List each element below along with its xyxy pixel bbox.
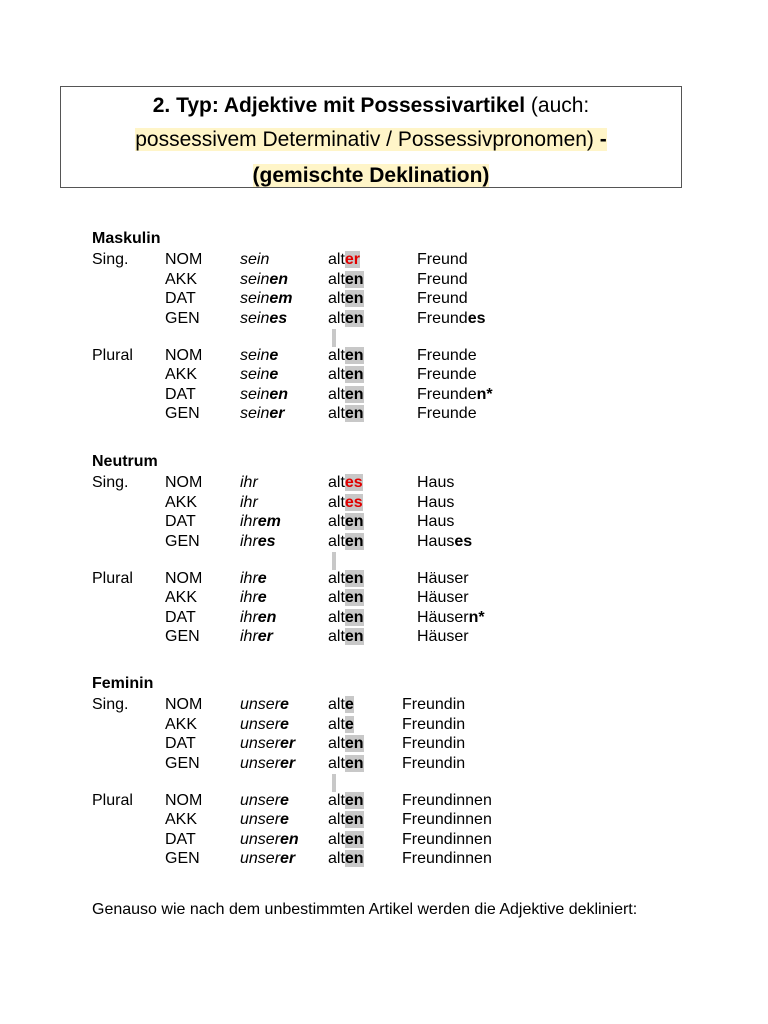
article-cell bbox=[240, 289, 292, 309]
noun-cell bbox=[417, 346, 477, 366]
article-cell bbox=[240, 493, 258, 513]
table-row bbox=[0, 754, 768, 774]
adjective-ending: e bbox=[344, 696, 354, 713]
noun-cell bbox=[417, 493, 454, 513]
article-ending: er bbox=[269, 405, 285, 423]
adjective-ending: e bbox=[344, 715, 354, 733]
noun-ending: es bbox=[467, 309, 486, 327]
noun-stem: Freundin bbox=[402, 715, 466, 733]
article-ending: er bbox=[280, 850, 296, 868]
noun-cell bbox=[417, 569, 469, 589]
case-label: NOM bbox=[165, 569, 203, 587]
title-declension-type: (gemischte Deklination) bbox=[252, 164, 490, 187]
noun-cell bbox=[417, 309, 486, 329]
case-label: GEN bbox=[165, 754, 200, 772]
case-label: AKK bbox=[165, 715, 198, 733]
article-stem: unser bbox=[240, 715, 281, 733]
adjective-ending: es bbox=[344, 493, 363, 511]
adjective-cell bbox=[328, 404, 364, 424]
table-row bbox=[0, 512, 768, 532]
table-row bbox=[0, 365, 768, 385]
article-ending: em bbox=[269, 290, 293, 308]
noun-cell bbox=[417, 627, 469, 647]
footer-note: Genauso wie nach dem unbestimmten Artikel werden die Adjektive dekliniert: bbox=[92, 901, 638, 918]
title-box bbox=[60, 86, 682, 188]
noun-cell bbox=[417, 250, 468, 270]
adjective-ending: en bbox=[344, 309, 364, 327]
noun-stem: Freundinnen bbox=[402, 791, 492, 809]
article-cell bbox=[240, 627, 273, 647]
adjective-cell bbox=[328, 346, 364, 366]
adjective-stem: alt bbox=[328, 791, 345, 809]
section-heading: Maskulin bbox=[92, 230, 161, 247]
article-stem: ihr bbox=[240, 474, 258, 491]
noun-stem: Freundinnen bbox=[402, 850, 492, 868]
adjective-stem: alt bbox=[328, 811, 345, 829]
adjective-cell bbox=[328, 715, 354, 735]
title-dash: - bbox=[593, 128, 607, 151]
adjective-stem: alt bbox=[328, 830, 345, 848]
article-cell bbox=[240, 754, 295, 774]
noun-cell bbox=[417, 365, 477, 385]
article-cell bbox=[240, 532, 276, 552]
adjective-cell bbox=[328, 810, 364, 830]
noun-stem: Haus bbox=[417, 532, 455, 550]
article-stem: sein bbox=[240, 385, 270, 403]
article-stem: sein bbox=[240, 366, 270, 384]
article-stem: sein bbox=[240, 346, 270, 364]
title-line-2 bbox=[61, 127, 681, 153]
noun-stem: Freundinnen bbox=[402, 830, 492, 848]
adjective-cell bbox=[328, 289, 364, 309]
adjective-cell bbox=[328, 532, 364, 552]
noun-stem: Freunde bbox=[417, 405, 477, 423]
title-rest: (auch: bbox=[525, 94, 590, 117]
article-stem: sein bbox=[240, 405, 270, 423]
noun-stem: Häuser bbox=[417, 608, 469, 626]
adjective-cell bbox=[328, 627, 364, 647]
table-row bbox=[0, 289, 768, 309]
adjective-ending: en bbox=[344, 589, 364, 607]
number-label: Sing. bbox=[92, 474, 129, 491]
case-label: DAT bbox=[165, 830, 196, 848]
noun-stem: Freunde bbox=[417, 385, 477, 403]
article-cell bbox=[240, 270, 288, 290]
adjective-ending: en bbox=[344, 290, 364, 308]
adjective-ending: es bbox=[344, 474, 363, 491]
adjective-ending: en bbox=[344, 346, 364, 364]
article-ending: e bbox=[280, 715, 289, 733]
title-line-3 bbox=[61, 163, 681, 189]
table-row bbox=[0, 734, 768, 754]
noun-stem: Freundin bbox=[402, 754, 466, 772]
case-label: DAT bbox=[165, 385, 196, 403]
adjective-stem: alt bbox=[328, 493, 345, 511]
case-label: DAT bbox=[165, 608, 196, 626]
noun-stem: Freundinnen bbox=[402, 811, 492, 829]
adjective-cell bbox=[328, 569, 364, 589]
case-label: AKK bbox=[165, 366, 198, 384]
article-ending: en bbox=[269, 385, 289, 403]
table-row bbox=[0, 627, 768, 647]
noun-cell bbox=[417, 588, 469, 608]
noun-ending: n* bbox=[468, 608, 485, 626]
table-row bbox=[0, 569, 768, 589]
adjective-stem: alt bbox=[328, 589, 345, 607]
adjective-cell bbox=[328, 473, 363, 493]
table-row bbox=[0, 830, 768, 850]
case-label: GEN bbox=[165, 309, 200, 327]
article-cell bbox=[240, 512, 281, 532]
title-subtitle: possessivem Determinativ / Possessivpronomen) bbox=[135, 128, 594, 151]
article-ending: e bbox=[280, 791, 289, 809]
adjective-stem: alt bbox=[328, 696, 345, 713]
article-cell bbox=[240, 608, 276, 628]
table-row bbox=[0, 270, 768, 290]
case-label: DAT bbox=[165, 735, 196, 753]
number-label: Sing. bbox=[92, 696, 129, 713]
table-row bbox=[0, 849, 768, 869]
adjective-stem: alt bbox=[328, 715, 345, 733]
noun-stem: Freunde bbox=[417, 366, 477, 384]
adjective-stem: alt bbox=[328, 346, 345, 364]
noun-stem: Haus bbox=[417, 474, 455, 491]
noun-cell bbox=[417, 404, 477, 424]
article-cell bbox=[240, 734, 295, 754]
noun-cell bbox=[417, 289, 468, 309]
article-stem: unser bbox=[240, 735, 281, 753]
adjective-ending: en bbox=[344, 366, 364, 384]
case-label: GEN bbox=[165, 532, 200, 550]
article-stem: ihr bbox=[240, 608, 258, 626]
article-cell bbox=[240, 695, 289, 715]
table-row bbox=[0, 309, 768, 329]
article-stem: unser bbox=[240, 696, 281, 713]
article-ending: en bbox=[280, 830, 299, 848]
adjective-cell bbox=[328, 791, 364, 811]
adjective-stem: alt bbox=[328, 850, 345, 868]
noun-stem: Haus bbox=[417, 493, 455, 511]
article-cell bbox=[240, 473, 258, 493]
number-label: Sing. bbox=[92, 251, 129, 268]
article-ending: en bbox=[269, 270, 289, 288]
article-cell bbox=[240, 385, 288, 405]
case-label: GEN bbox=[165, 850, 200, 868]
adjective-ending: er bbox=[344, 251, 361, 268]
article-stem: unser bbox=[240, 830, 281, 848]
adjective-cell bbox=[328, 365, 364, 385]
case-label: AKK bbox=[165, 270, 198, 288]
article-stem: sein bbox=[240, 309, 270, 327]
adjective-ending: en bbox=[344, 850, 364, 868]
noun-cell bbox=[417, 270, 468, 290]
adjective-ending: en bbox=[344, 385, 364, 403]
article-cell bbox=[240, 588, 267, 608]
noun-stem: Freund bbox=[417, 270, 468, 288]
adjective-stem: alt bbox=[328, 513, 345, 531]
adjective-stem: alt bbox=[328, 735, 345, 753]
adjective-cell bbox=[328, 608, 364, 628]
article-stem: ihr bbox=[240, 493, 258, 511]
adjective-stem: alt bbox=[328, 290, 345, 308]
adjective-stem: alt bbox=[328, 608, 345, 626]
number-label: Plural bbox=[92, 346, 133, 364]
adjective-cell bbox=[328, 250, 360, 270]
adjective-stem: alt bbox=[328, 532, 345, 550]
noun-ending: es bbox=[454, 532, 473, 550]
noun-cell bbox=[417, 473, 454, 493]
adjective-ending: en bbox=[344, 830, 364, 848]
adjective-cell bbox=[328, 309, 364, 329]
adjective-stem: alt bbox=[328, 366, 345, 384]
article-ending: e bbox=[257, 569, 267, 587]
article-ending: es bbox=[257, 532, 276, 550]
case-label: NOM bbox=[165, 791, 203, 809]
adjective-cell bbox=[328, 588, 364, 608]
adjective-cell bbox=[328, 512, 364, 532]
article-stem: unser bbox=[240, 754, 281, 772]
table-row bbox=[0, 695, 768, 715]
number-label: Plural bbox=[92, 791, 133, 809]
table-row bbox=[0, 608, 768, 628]
noun-cell bbox=[402, 830, 492, 850]
article-ending: em bbox=[257, 513, 281, 531]
noun-cell bbox=[402, 754, 465, 774]
article-ending: e bbox=[280, 811, 289, 829]
case-label: AKK bbox=[165, 811, 198, 829]
case-label: AKK bbox=[165, 589, 198, 607]
article-stem: ihr bbox=[240, 569, 258, 587]
section-heading: Neutrum bbox=[92, 453, 158, 470]
noun-cell bbox=[417, 532, 472, 552]
article-ending: er bbox=[280, 754, 296, 772]
noun-cell bbox=[402, 810, 492, 830]
adjective-stem: alt bbox=[328, 309, 345, 327]
article-ending: er bbox=[257, 628, 273, 646]
article-stem: ihr bbox=[240, 532, 258, 550]
table-row bbox=[0, 250, 768, 270]
article-ending: e bbox=[269, 346, 279, 364]
adjective-cell bbox=[328, 754, 364, 774]
table-row bbox=[0, 346, 768, 366]
noun-stem: Freund bbox=[417, 251, 468, 268]
adjective-ending: en bbox=[344, 628, 364, 646]
title-line-1 bbox=[61, 93, 681, 119]
noun-cell bbox=[402, 715, 465, 735]
adjective-ending: en bbox=[344, 532, 364, 550]
adjective-cell bbox=[328, 270, 364, 290]
table-row bbox=[0, 404, 768, 424]
article-ending: en bbox=[257, 608, 277, 626]
noun-cell bbox=[402, 734, 465, 754]
adjective-stem: alt bbox=[328, 754, 345, 772]
adjective-cell bbox=[328, 849, 364, 869]
adjective-cell bbox=[328, 695, 354, 715]
article-cell bbox=[240, 365, 278, 385]
adjective-cell bbox=[328, 830, 364, 850]
adjective-stem: alt bbox=[328, 628, 345, 646]
noun-stem: Häuser bbox=[417, 569, 469, 587]
noun-stem: Freund bbox=[417, 309, 468, 327]
article-cell bbox=[240, 250, 269, 270]
noun-stem: Freunde bbox=[417, 346, 477, 364]
noun-ending: n* bbox=[476, 385, 493, 403]
article-stem: unser bbox=[240, 811, 281, 829]
case-label: NOM bbox=[165, 474, 203, 491]
adjective-ending: en bbox=[344, 608, 364, 626]
noun-stem: Häuser bbox=[417, 589, 469, 607]
article-ending: er bbox=[280, 735, 296, 753]
noun-stem: Häuser bbox=[417, 628, 469, 646]
article-cell bbox=[240, 830, 299, 850]
adjective-ending: en bbox=[344, 811, 364, 829]
case-label: DAT bbox=[165, 513, 196, 531]
title-bold: 2. Typ: Adjektive mit Possessivartikel bbox=[152, 94, 526, 117]
article-cell bbox=[240, 810, 289, 830]
adjective-ending: en bbox=[344, 735, 364, 753]
article-stem: sein bbox=[240, 270, 270, 288]
article-stem: ihr bbox=[240, 589, 258, 607]
article-stem: sein bbox=[240, 290, 270, 308]
article-cell bbox=[240, 569, 267, 589]
case-label: DAT bbox=[165, 290, 196, 308]
table-row bbox=[0, 588, 768, 608]
case-label: GEN bbox=[165, 405, 200, 423]
article-cell bbox=[240, 404, 284, 424]
case-label: GEN bbox=[165, 628, 200, 646]
adjective-cell bbox=[328, 493, 363, 513]
noun-stem: Freundin bbox=[402, 735, 466, 753]
article-stem: unser bbox=[240, 791, 281, 809]
section-heading: Feminin bbox=[92, 675, 154, 692]
adjective-stem: alt bbox=[328, 569, 345, 587]
adjective-ending: en bbox=[344, 754, 364, 772]
table-row bbox=[0, 385, 768, 405]
article-cell bbox=[240, 849, 295, 869]
noun-cell bbox=[402, 849, 492, 869]
article-ending: e bbox=[269, 366, 279, 384]
table-row bbox=[0, 810, 768, 830]
article-cell bbox=[240, 346, 278, 366]
adjective-ending: en bbox=[344, 513, 364, 531]
adjective-cell bbox=[328, 734, 364, 754]
noun-stem: Freundin bbox=[402, 696, 466, 713]
table-row bbox=[0, 473, 768, 493]
article-stem: sein bbox=[240, 251, 270, 268]
adjective-stem: alt bbox=[328, 474, 345, 491]
adjective-ending: en bbox=[344, 405, 364, 423]
article-cell bbox=[240, 791, 289, 811]
noun-cell bbox=[417, 512, 454, 532]
noun-cell bbox=[402, 791, 492, 811]
article-cell bbox=[240, 715, 289, 735]
adjective-stem: alt bbox=[328, 385, 345, 403]
case-label: NOM bbox=[165, 251, 203, 268]
table-row bbox=[0, 493, 768, 513]
table-row bbox=[0, 791, 768, 811]
article-ending: e bbox=[280, 696, 289, 713]
noun-stem: Freund bbox=[417, 290, 468, 308]
table-row bbox=[0, 715, 768, 735]
adjective-ending: en bbox=[344, 270, 364, 288]
table-row bbox=[0, 532, 768, 552]
adjective-stem: alt bbox=[328, 270, 345, 288]
article-stem: ihr bbox=[240, 513, 258, 531]
article-ending: es bbox=[269, 309, 288, 327]
case-label: NOM bbox=[165, 696, 203, 713]
adjective-ending: en bbox=[344, 569, 364, 587]
article-stem: unser bbox=[240, 850, 281, 868]
noun-cell bbox=[417, 385, 493, 405]
adjective-cell bbox=[328, 385, 364, 405]
case-label: NOM bbox=[165, 346, 203, 364]
noun-cell bbox=[417, 608, 485, 628]
adjective-stem: alt bbox=[328, 251, 345, 268]
case-label: AKK bbox=[165, 493, 198, 511]
adjective-ending: en bbox=[344, 791, 364, 809]
article-stem: ihr bbox=[240, 628, 258, 646]
number-label: Plural bbox=[92, 569, 133, 587]
noun-cell bbox=[402, 695, 465, 715]
adjective-stem: alt bbox=[328, 405, 345, 423]
article-cell bbox=[240, 309, 287, 329]
article-ending: e bbox=[257, 589, 267, 607]
noun-stem: Haus bbox=[417, 513, 455, 531]
